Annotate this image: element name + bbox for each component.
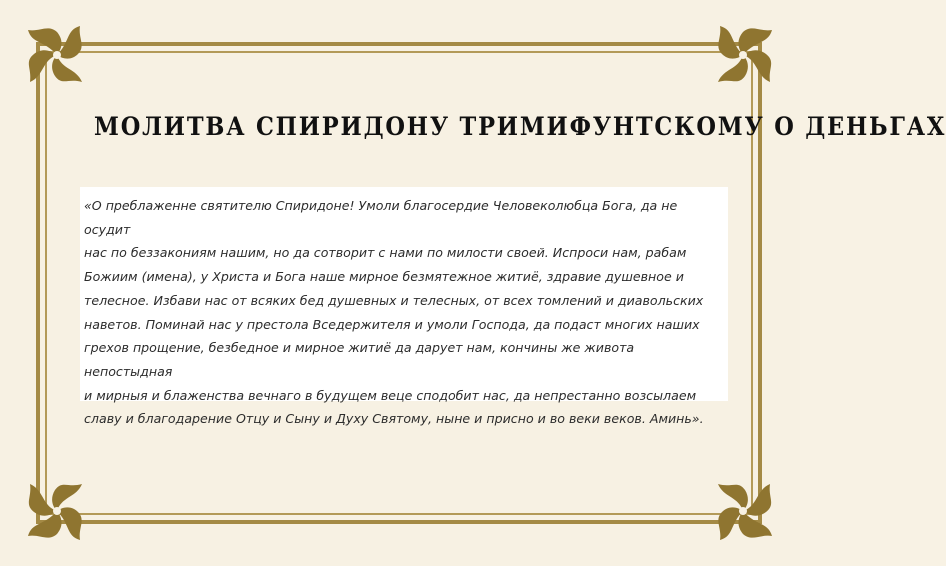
prayer-line: нас по беззакониям нашим, но да сотворит с нами по милости своей. Испроси нам, рабам — [84, 245, 687, 261]
prayer-line: и мирныя и блаженства вечнаго в будущем веце сподобит нас, да непрестанно возсылаем — [84, 387, 697, 403]
page-title: МОЛИТВА СПИРИДОНУ ТРИМИФУНТСКОМУ О ДЕНЬГАХ — [94, 112, 946, 141]
corner-flourish-icon — [22, 476, 92, 546]
prayer-line: славу и благодарение Отцу и Сыну и Духу Святому, ныне и присно и во веки веков. Аминь». — [84, 411, 704, 427]
prayer-text — [84, 194, 724, 431]
prayer-line: телесное. Избави нас от всяких бед душевных и телесных, от всех томлений и диавольских — [84, 292, 704, 308]
corner-flourish-icon — [708, 20, 778, 90]
prayer-text-box — [80, 187, 728, 427]
prayer-line: грехов прощение, безбедное и мирное житиё да дарует нам, кончины же живота непостыдная — [84, 340, 635, 379]
corner-flourish-icon — [708, 476, 778, 546]
corner-flourish-icon — [22, 20, 92, 90]
prayer-line: наветов. Поминай нас у престола Вседержителя и умоли Господа, да подаст многих наших — [84, 316, 700, 332]
prayer-line: Божиим (имена), у Христа и Бога наше мирное безмятежное житиё, здравие душевное и — [84, 269, 684, 285]
prayer-line: «О преблаженне святителю Спиридоне! Умоли благосердие Человеколюбца Бога, да не осудит — [84, 198, 678, 237]
